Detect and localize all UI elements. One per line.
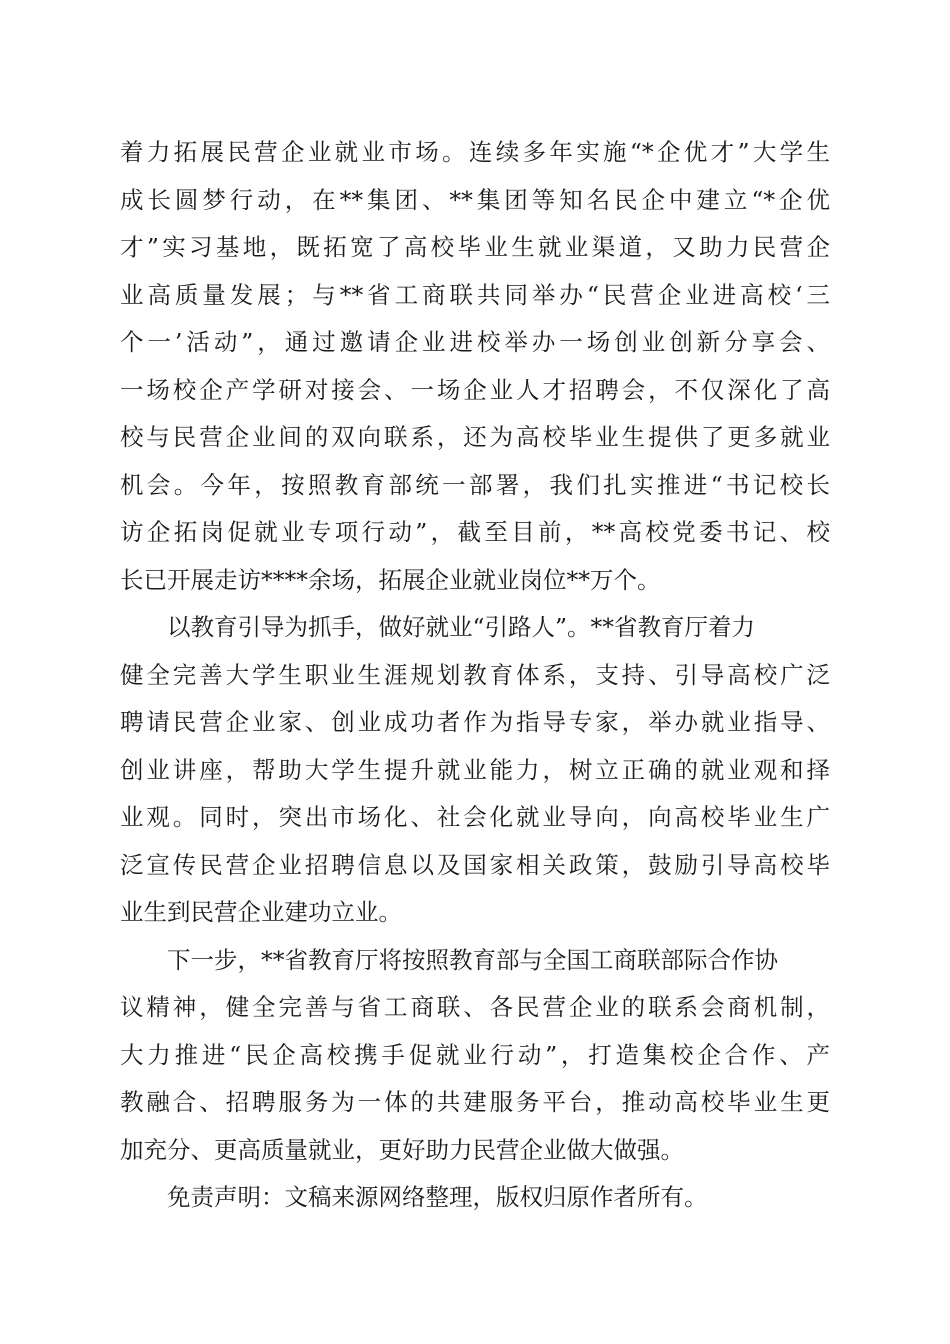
text-line: 长已开展走访****余场，拓展企业就业岗位**万个。 <box>120 565 661 594</box>
text-line: 一场校企产学研对接会、一场企业人才招聘会，不仅深化了高 <box>120 375 830 404</box>
text-line: 教融合、招聘服务为一体的共建服务平台，推动高校毕业生更 <box>120 1088 830 1116</box>
text-line: 以教育引导为抓手，做好就业“引路人”。**省教育厅着力 <box>167 613 756 641</box>
text-line: 下一步，**省教育厅将按照教育部与全国工商联部际合作协 <box>167 945 778 974</box>
text-line: 校与民营企业间的双向联系，还为高校毕业生提供了更多就业 <box>120 423 830 451</box>
text-line: 聘请民营企业家、创业成功者作为指导专家，举办就业指导、 <box>120 708 830 736</box>
text-line: 着力拓展民营企业就业市场。连续多年实施“*企优才”大学生 <box>120 138 830 166</box>
disclaimer-text: 免责声明：文稿来源网络整理，版权归原作者所有。 <box>167 1183 708 1211</box>
paragraph-disclaimer <box>120 1174 830 1222</box>
text-line: 成长圆梦行动，在**集团、**集团等知名民企中建立“*企优 <box>120 185 830 214</box>
text-line: 业观。同时，突出市场化、社会化就业导向，向高校毕业生广 <box>120 803 830 831</box>
text-line: 机会。今年，按照教育部统一部署，我们扎实推进“书记校长 <box>120 470 830 499</box>
text-line: 健全完善大学生职业生涯规划教育体系，支持、引导高校广泛 <box>120 660 830 689</box>
text-line: 议精神，健全完善与省工商联、各民营企业的联系会商机制， <box>120 993 830 1021</box>
paragraph-next-steps <box>120 937 830 1175</box>
paragraph-education-guidance <box>120 604 830 937</box>
text-line: 创业讲座，帮助大学生提升就业能力，树立正确的就业观和择 <box>120 755 830 784</box>
text-line: 访企拓岗促就业专项行动”，截至目前，**高校党委书记、校 <box>120 518 830 546</box>
text-line: 业高质量发展；与**省工商联共同举办“民营企业进高校‘三 <box>120 280 830 309</box>
text-line: 个一’活动”，通过邀请企业进校举办一场创业创新分享会、 <box>120 328 830 356</box>
text-line: 加充分、更高质量就业，更好助力民营企业做大做强。 <box>120 1135 684 1164</box>
text-line: 业生到民营企业建功立业。 <box>120 898 402 926</box>
text-line: 大力推进“民企高校携手促就业行动”，打造集校企合作、产 <box>120 1040 830 1069</box>
text-line: 才”实习基地，既拓宽了高校毕业生就业渠道，又助力民营企 <box>120 233 830 261</box>
paragraph-private-enterprise-market <box>120 129 830 604</box>
text-line: 泛宣传民营企业招聘信息以及国家相关政策，鼓励引导高校毕 <box>120 850 830 879</box>
document-body <box>120 129 830 1222</box>
